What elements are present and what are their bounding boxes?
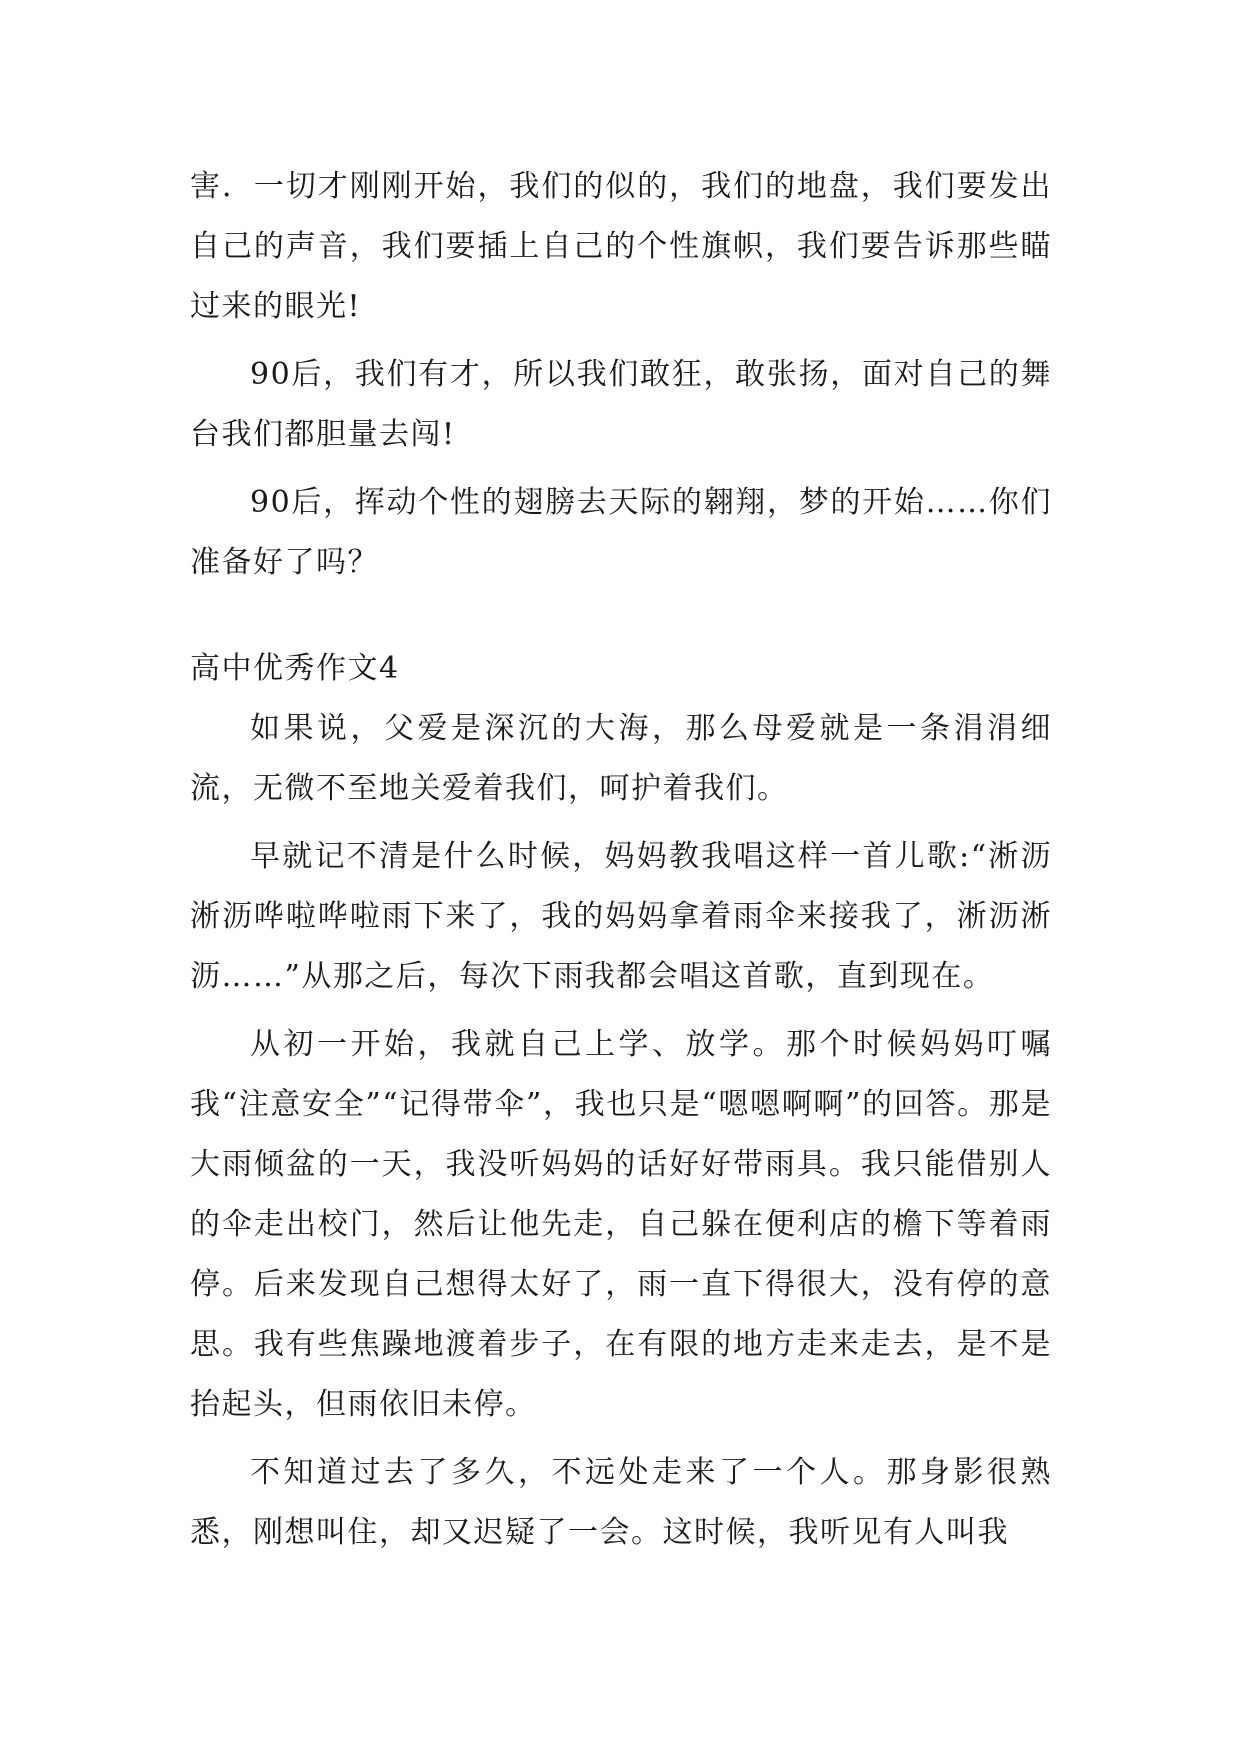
paragraph: 从初一开始，我就自己上学、放学。那个时候妈妈叮嘱我“注意安全”“记得带伞”，我也只是“嗯嗯啊啊”的回答。那是大雨倾盆的一天，我没听妈妈的话好好带雨具。我只能借别人的伞走出校门，然后让他先走，自己躲在便利店的檐下等着雨停。后来发现自己想得太好了，雨一直下得很大，没有停的意思。我有些焦躁地渡着步子，在有限的地方走来走去，是不是抬起头，但雨依旧未停。 (190, 1027, 1052, 1422)
document-body (190, 157, 1052, 1571)
paragraph: 早就记不清是什么时候，妈妈教我唱这样一首儿歌:“淅沥淅沥哗啦哗啦雨下来了，我的妈妈拿着雨伞来接我了，淅沥淅沥……”从那之后，每次下雨我都会唱这首歌，直到现在。 (190, 839, 1052, 994)
paragraph-continued: 害．一切才刚刚开始，我们的似的，我们的地盘，我们要发出自己的声音，我们要插上自己的个性旗帜，我们要告诉那些瞄过来的眼光! (190, 169, 1052, 324)
paragraph: 不知道过去了多久，不远处走来了一个人。那身影很熟悉，刚想叫住，却又迟疑了一会。这时候，我听见有人叫我 (190, 1455, 1052, 1550)
paragraph: 如果说，父爱是深沉的大海，那么母爱就是一条涓涓细流，无微不至地关爱着我们，呵护着我们。 (190, 711, 1052, 806)
paragraph: 90后，挥动个性的翅膀去天际的翱翔，梦的开始……你们准备好了吗？ (190, 485, 1052, 580)
paragraph: 90后，我们有才，所以我们敢狂，敢张扬，面对自己的舞台我们都胆量去闯! (190, 357, 1052, 452)
section-title: 高中优秀作文4 (190, 651, 400, 686)
